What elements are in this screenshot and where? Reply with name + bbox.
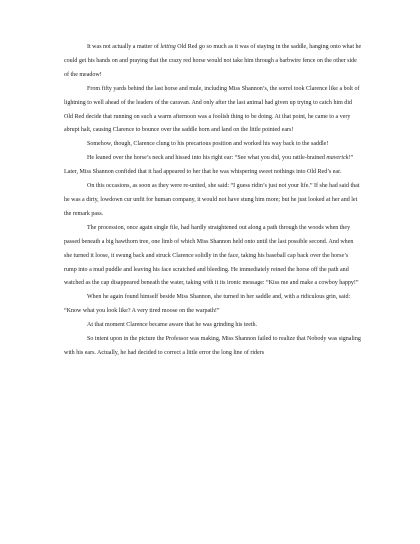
paragraph-text: He leaned over the horse’s neck and hissed into his right ear: “See what you did, you rattle-brained bbox=[87, 155, 327, 162]
paragraph-1 bbox=[64, 41, 362, 83]
paragraph-text: At that moment Clarence became aware that he was grinding his teeth. bbox=[87, 322, 258, 329]
paragraph-text: Somehow, though, Clarence clung to his precarious position and worked his way back to the saddle! bbox=[87, 141, 329, 148]
text-body bbox=[64, 41, 362, 361]
paragraph-9 bbox=[64, 333, 362, 361]
paragraph-text: So intent upon in the picture the Professor was making, Miss Shannon failed to realize that Nobody was signaling with his ears. Actually, he had decided to correct a little error the long line of riders bbox=[64, 336, 361, 356]
paragraph-3 bbox=[64, 138, 362, 152]
paragraph-6 bbox=[64, 222, 362, 292]
paragraph-8 bbox=[64, 319, 362, 333]
paragraph-text: The procession, once again single file, had hardly straightened out along a path through the woods when they passed beneath a big hawthorn tree, one limb of which Miss Shannon held onto until the last possible second. And when she turned it loose, it swung back and struck Clarence solidly in the face, taking his baseball cap back over the horse’s rump into a mud puddle and leaving his face scratched and bleeding. He immediately reined the horse off the path and watched as the cap disappeared beneath the water, taking with it its ironic message: “Kiss me and make a cowboy happy!” bbox=[64, 224, 359, 287]
paragraph-5 bbox=[64, 180, 362, 222]
paragraph-text: From fifty yards behind the last horse and mule, including Miss Shannon’s, the sorrel took Clarence like a bolt of lightning to well ahead of the leaders of the caravan. And only after the last animal had given up trying to catch him did Old Red decide that running on such a warm afternoon was a foolish thing to be doing. At that point, he came to a very abrupt halt, causing Clarence to bounce over the saddle horn and land on the little pointed ears! bbox=[64, 85, 360, 134]
paragraph-2 bbox=[64, 83, 362, 139]
emphasized-word: maverick! bbox=[326, 155, 351, 162]
paragraph-text: It was not actually a matter of bbox=[87, 44, 161, 50]
paragraph-text: On this occasions, as soon as they were re-united, she said: “I guess ridin’s just not your life.” If she had said that he was a dirty, lowdown cur unfit for human company, it would not have stung him more; but he just looked at her and let the remark pass. bbox=[64, 183, 360, 217]
paragraph-text: Old Red go so much as it was of staying in the saddle, hanging onto what he could get his hands on and praying that the crazy red horse would not take him through a barbwire fence on the other side of the meadow! bbox=[64, 44, 362, 78]
paragraph-7 bbox=[64, 291, 362, 319]
paragraph-text: When he again found himself beside Miss Shannon, she turned in her saddle and, with a ridiculous grin, said: “Know what you look like? A very tired moose on the warpath!” bbox=[64, 294, 351, 315]
paragraph-text: ” Later, Miss Shannon confided that it had appeared to her that he was whispering sweet nothings into Old Red’s ear. bbox=[64, 155, 354, 176]
emphasized-word: letting bbox=[160, 44, 176, 50]
paragraph-4 bbox=[64, 152, 362, 180]
